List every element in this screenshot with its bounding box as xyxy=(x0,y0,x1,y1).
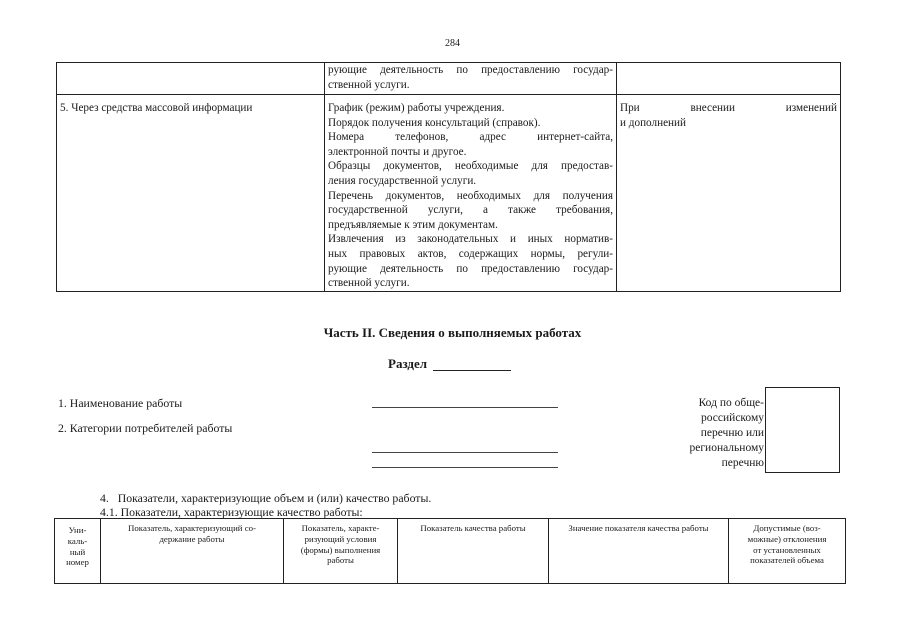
code-label-line: российскому xyxy=(701,412,764,424)
cell-line: предъявляемые к этим документам. xyxy=(328,218,498,231)
code-label-line: Код по обще- xyxy=(698,397,764,409)
work-name-blank xyxy=(372,407,558,408)
table-cell xyxy=(325,63,617,95)
cell-line: Номера телефонов, адрес интернет-сайта, xyxy=(328,131,613,144)
media-channel-cell: 5. Через средства массовой информации xyxy=(57,95,325,292)
work-name-label: 1. Наименование работы xyxy=(58,396,183,410)
code-label-line: перечню xyxy=(721,457,764,469)
part-title: Часть II. Сведения о выполняемых работах xyxy=(323,325,582,340)
cell-line: Извлечения из законодательных и иных норматив- xyxy=(328,233,613,246)
cell-line: ления государственной услуги. xyxy=(328,174,477,187)
section-number-blank xyxy=(433,370,511,371)
column-header-allowed-deviation: Допустимые (воз- можные) отклонения от установленных показателей объема xyxy=(729,519,846,584)
cell-line: рующие деятельность по предоставлению государ- xyxy=(328,262,613,275)
quality-heading: 4.1. Показатели, характеризующие качество работы: xyxy=(100,505,363,519)
column-header-quality-value: Значение показателя качества работы xyxy=(549,519,729,584)
cell-line: Образцы документов, необходимые для предостав- xyxy=(328,160,613,173)
quality-indicators-table xyxy=(54,518,846,584)
table-cell xyxy=(617,95,841,292)
consumers-blank xyxy=(372,452,558,453)
table-header-row xyxy=(55,519,846,584)
column-header-quality-indicator: Показатель качества работы xyxy=(398,519,549,584)
cell-line: Перечень документов, необходимых для получения xyxy=(328,189,613,202)
cell-line: государственной услуги, а также требования, xyxy=(328,204,613,217)
info-table xyxy=(56,62,841,292)
code-label-line: перечню или xyxy=(700,427,764,439)
cell-line: При внесении изменений xyxy=(620,102,837,114)
cell-line: Порядок получения консультаций (справок). xyxy=(328,116,541,129)
table-cell xyxy=(57,63,325,95)
table-cell xyxy=(325,95,617,292)
indicators-heading: 4. Показатели, характеризующие объем и (или) качество работы. xyxy=(100,491,432,505)
code-box xyxy=(765,387,840,473)
page-number: 284 xyxy=(445,38,460,49)
column-header-conditions-indicator: Показатель, характе- ризующий условия (формы) выполнения работы xyxy=(284,519,398,584)
table-row xyxy=(57,95,841,292)
table-cell xyxy=(617,63,841,95)
cell-line: электронной почты и другое. xyxy=(328,145,467,158)
cell-line: График (режим) работы учреждения. xyxy=(328,102,505,114)
table-row xyxy=(57,63,841,95)
cell-line: ных правовых актов, содержащих нормы, регули- xyxy=(328,247,613,260)
column-header-content-indicator: Показатель, характеризующий со- держание работы xyxy=(101,519,284,584)
code-label xyxy=(662,396,764,471)
cell-line: ственной услуги. xyxy=(328,78,410,91)
column-header-unique-number: Уни- каль- ный номер xyxy=(55,519,101,584)
consumers-label: 2. Категории потребителей работы xyxy=(58,421,233,435)
cell-line: и дополнений xyxy=(620,116,686,129)
cell-line: рующие деятельность по предоставлению государ- xyxy=(328,64,613,76)
code-label-line: региональному xyxy=(689,442,764,454)
cell-line: ственной услуги. xyxy=(328,277,410,290)
consumers-blank-2 xyxy=(372,467,558,468)
section-label: Раздел xyxy=(388,356,428,371)
